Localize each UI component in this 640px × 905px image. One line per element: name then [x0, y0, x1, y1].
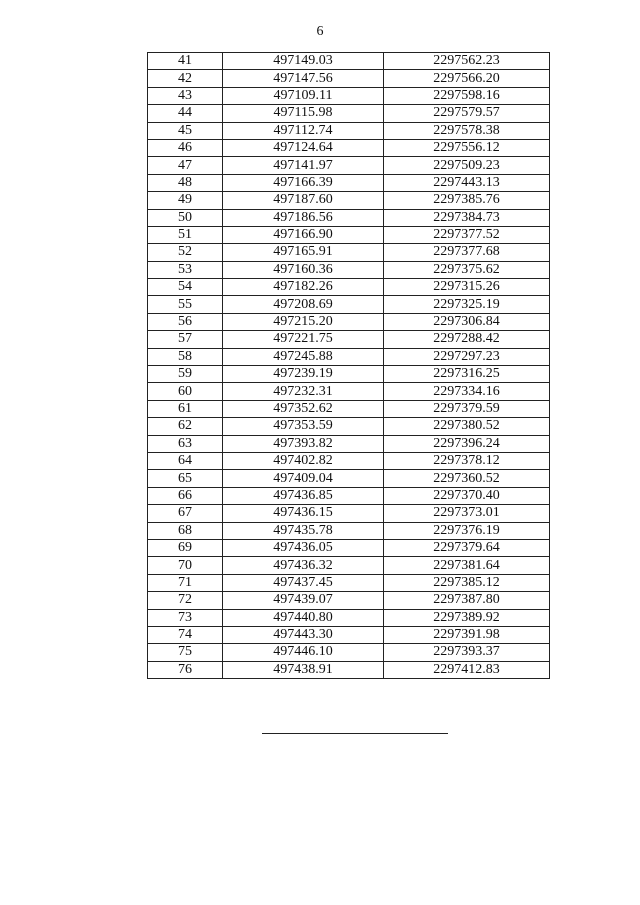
table-row [148, 383, 550, 400]
y-coordinate-cell: 2297579.57 [384, 105, 550, 122]
x-coordinate-cell: 497124.64 [223, 139, 384, 156]
table-row [148, 279, 550, 296]
point-number-cell: 71 [148, 574, 223, 591]
point-number-cell: 48 [148, 174, 223, 191]
y-coordinate-cell: 2297325.19 [384, 296, 550, 313]
y-coordinate-cell: 2297391.98 [384, 626, 550, 643]
y-coordinate-cell: 2297396.24 [384, 435, 550, 452]
table-row [148, 470, 550, 487]
point-number-cell: 42 [148, 70, 223, 87]
x-coordinate-cell: 497446.10 [223, 644, 384, 661]
point-number-cell: 54 [148, 279, 223, 296]
x-coordinate-cell: 497232.31 [223, 383, 384, 400]
y-coordinate-cell: 2297297.23 [384, 348, 550, 365]
point-number-cell: 46 [148, 139, 223, 156]
table-row [148, 348, 550, 365]
x-coordinate-cell: 497208.69 [223, 296, 384, 313]
table-row [148, 366, 550, 383]
x-coordinate-cell: 497435.78 [223, 522, 384, 539]
x-coordinate-cell: 497141.97 [223, 157, 384, 174]
y-coordinate-cell: 2297387.80 [384, 592, 550, 609]
table-row [148, 539, 550, 556]
table-row [148, 139, 550, 156]
page-number: 6 [316, 24, 324, 39]
y-coordinate-cell: 2297389.92 [384, 609, 550, 626]
y-coordinate-cell: 2297385.76 [384, 192, 550, 209]
y-coordinate-cell: 2297379.59 [384, 400, 550, 417]
y-coordinate-cell: 2297376.19 [384, 522, 550, 539]
point-number-cell: 69 [148, 539, 223, 556]
y-coordinate-cell: 2297379.64 [384, 539, 550, 556]
table-row [148, 122, 550, 139]
y-coordinate-cell: 2297360.52 [384, 470, 550, 487]
end-rule [262, 733, 448, 734]
table-row [148, 192, 550, 209]
point-number-cell: 60 [148, 383, 223, 400]
coordinates-table [147, 52, 550, 679]
x-coordinate-cell: 497436.05 [223, 539, 384, 556]
y-coordinate-cell: 2297306.84 [384, 313, 550, 330]
point-number-cell: 43 [148, 87, 223, 104]
table-row [148, 105, 550, 122]
x-coordinate-cell: 497166.39 [223, 174, 384, 191]
table-row [148, 418, 550, 435]
x-coordinate-cell: 497166.90 [223, 226, 384, 243]
x-coordinate-cell: 497115.98 [223, 105, 384, 122]
y-coordinate-cell: 2297380.52 [384, 418, 550, 435]
table-row [148, 435, 550, 452]
y-coordinate-cell: 2297315.26 [384, 279, 550, 296]
x-coordinate-cell: 497165.91 [223, 244, 384, 261]
point-number-cell: 74 [148, 626, 223, 643]
x-coordinate-cell: 497109.11 [223, 87, 384, 104]
table-row [148, 296, 550, 313]
y-coordinate-cell: 2297385.12 [384, 574, 550, 591]
point-number-cell: 76 [148, 661, 223, 678]
y-coordinate-cell: 2297556.12 [384, 139, 550, 156]
table-row [148, 87, 550, 104]
x-coordinate-cell: 497221.75 [223, 331, 384, 348]
x-coordinate-cell: 497402.82 [223, 452, 384, 469]
x-coordinate-cell: 497187.60 [223, 192, 384, 209]
point-number-cell: 75 [148, 644, 223, 661]
point-number-cell: 70 [148, 557, 223, 574]
x-coordinate-cell: 497409.04 [223, 470, 384, 487]
y-coordinate-cell: 2297377.68 [384, 244, 550, 261]
x-coordinate-cell: 497439.07 [223, 592, 384, 609]
y-coordinate-cell: 2297378.12 [384, 452, 550, 469]
x-coordinate-cell: 497186.56 [223, 209, 384, 226]
table-row [148, 557, 550, 574]
point-number-cell: 51 [148, 226, 223, 243]
point-number-cell: 73 [148, 609, 223, 626]
x-coordinate-cell: 497393.82 [223, 435, 384, 452]
point-number-cell: 59 [148, 366, 223, 383]
x-coordinate-cell: 497353.59 [223, 418, 384, 435]
point-number-cell: 44 [148, 105, 223, 122]
point-number-cell: 49 [148, 192, 223, 209]
x-coordinate-cell: 497440.80 [223, 609, 384, 626]
coordinates-table-body [148, 53, 550, 679]
table-row [148, 226, 550, 243]
x-coordinate-cell: 497352.62 [223, 400, 384, 417]
y-coordinate-cell: 2297377.52 [384, 226, 550, 243]
x-coordinate-cell: 497182.26 [223, 279, 384, 296]
point-number-cell: 62 [148, 418, 223, 435]
table-row [148, 261, 550, 278]
table-row [148, 487, 550, 504]
point-number-cell: 41 [148, 53, 223, 70]
y-coordinate-cell: 2297370.40 [384, 487, 550, 504]
y-coordinate-cell: 2297381.64 [384, 557, 550, 574]
x-coordinate-cell: 497245.88 [223, 348, 384, 365]
table-row [148, 452, 550, 469]
y-coordinate-cell: 2297562.23 [384, 53, 550, 70]
table-row [148, 313, 550, 330]
x-coordinate-cell: 497436.32 [223, 557, 384, 574]
table-row [148, 505, 550, 522]
y-coordinate-cell: 2297375.62 [384, 261, 550, 278]
point-number-cell: 63 [148, 435, 223, 452]
table-row [148, 157, 550, 174]
table-row [148, 400, 550, 417]
point-number-cell: 57 [148, 331, 223, 348]
y-coordinate-cell: 2297412.83 [384, 661, 550, 678]
table-row [148, 661, 550, 678]
table-row [148, 644, 550, 661]
y-coordinate-cell: 2297598.16 [384, 87, 550, 104]
table-row [148, 174, 550, 191]
table-row [148, 592, 550, 609]
x-coordinate-cell: 497215.20 [223, 313, 384, 330]
x-coordinate-cell: 497112.74 [223, 122, 384, 139]
y-coordinate-cell: 2297384.73 [384, 209, 550, 226]
x-coordinate-cell: 497443.30 [223, 626, 384, 643]
point-number-cell: 58 [148, 348, 223, 365]
table-row [148, 609, 550, 626]
x-coordinate-cell: 497149.03 [223, 53, 384, 70]
table-row [148, 209, 550, 226]
x-coordinate-cell: 497239.19 [223, 366, 384, 383]
point-number-cell: 47 [148, 157, 223, 174]
point-number-cell: 72 [148, 592, 223, 609]
point-number-cell: 56 [148, 313, 223, 330]
x-coordinate-cell: 497160.36 [223, 261, 384, 278]
y-coordinate-cell: 2297288.42 [384, 331, 550, 348]
x-coordinate-cell: 497147.56 [223, 70, 384, 87]
y-coordinate-cell: 2297316.25 [384, 366, 550, 383]
point-number-cell: 67 [148, 505, 223, 522]
y-coordinate-cell: 2297443.13 [384, 174, 550, 191]
table-row [148, 53, 550, 70]
point-number-cell: 50 [148, 209, 223, 226]
table-row [148, 70, 550, 87]
point-number-cell: 53 [148, 261, 223, 278]
point-number-cell: 66 [148, 487, 223, 504]
point-number-cell: 61 [148, 400, 223, 417]
point-number-cell: 45 [148, 122, 223, 139]
point-number-cell: 64 [148, 452, 223, 469]
y-coordinate-cell: 2297373.01 [384, 505, 550, 522]
y-coordinate-cell: 2297393.37 [384, 644, 550, 661]
x-coordinate-cell: 497436.15 [223, 505, 384, 522]
point-number-cell: 65 [148, 470, 223, 487]
table-row [148, 522, 550, 539]
table-row [148, 331, 550, 348]
y-coordinate-cell: 2297578.38 [384, 122, 550, 139]
table-row [148, 244, 550, 261]
y-coordinate-cell: 2297334.16 [384, 383, 550, 400]
table-row [148, 626, 550, 643]
point-number-cell: 68 [148, 522, 223, 539]
x-coordinate-cell: 497437.45 [223, 574, 384, 591]
point-number-cell: 55 [148, 296, 223, 313]
point-number-cell: 52 [148, 244, 223, 261]
x-coordinate-cell: 497438.91 [223, 661, 384, 678]
table-row [148, 574, 550, 591]
x-coordinate-cell: 497436.85 [223, 487, 384, 504]
y-coordinate-cell: 2297509.23 [384, 157, 550, 174]
y-coordinate-cell: 2297566.20 [384, 70, 550, 87]
